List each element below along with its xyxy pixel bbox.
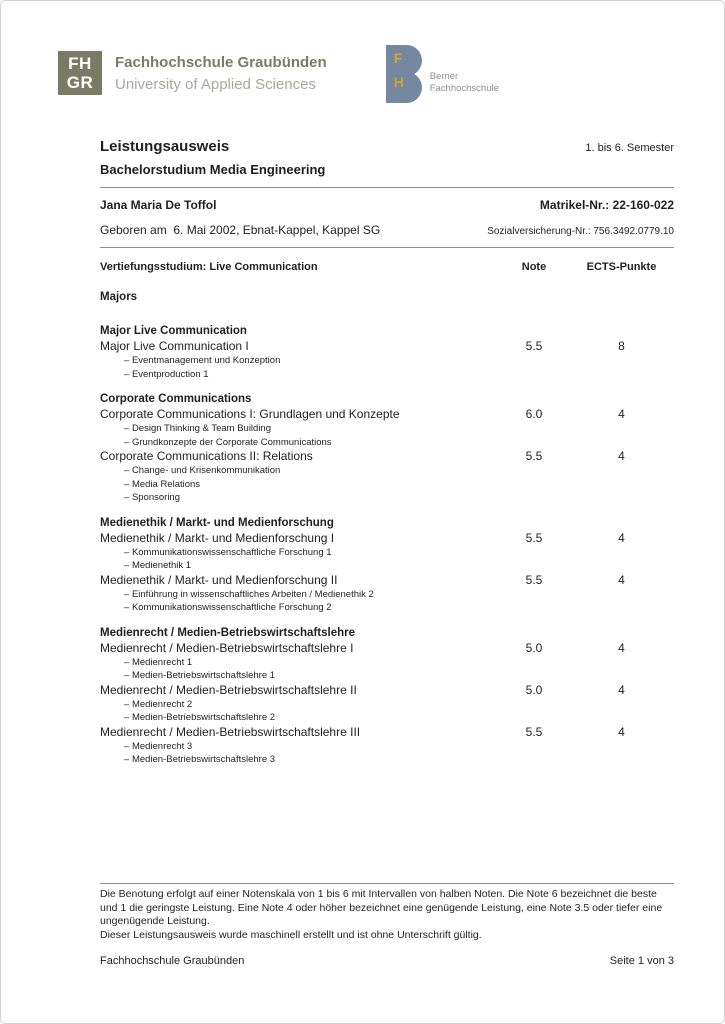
module-item: – Medienrecht 1 bbox=[100, 656, 674, 670]
module-list bbox=[100, 464, 674, 505]
course-grade: 5.5 bbox=[525, 449, 543, 463]
section-title-majors: Majors bbox=[100, 291, 138, 303]
divider bbox=[100, 247, 674, 248]
bfh-name-line2: Fachhochschule bbox=[429, 83, 499, 94]
module-list bbox=[100, 588, 674, 615]
module-item: – Medien-Betriebswirtschaftslehre 2 bbox=[100, 711, 674, 725]
bfh-logo bbox=[386, 45, 499, 103]
course-ects: 8 bbox=[618, 339, 625, 353]
student-row-2 bbox=[100, 219, 674, 237]
title-row bbox=[100, 138, 674, 155]
module-item: – Eventproduction 1 bbox=[100, 368, 674, 382]
module-list bbox=[100, 422, 674, 449]
course-grade: 5.0 bbox=[525, 640, 543, 655]
module-item: – Change- und Krisenkommunikation bbox=[100, 464, 674, 478]
column-header-study: Vertiefungsstudium: Live Communication bbox=[100, 261, 318, 273]
module-list bbox=[100, 698, 674, 725]
module-item: – Medien-Betriebswirtschaftslehre 3 bbox=[100, 753, 674, 767]
module-item: – Kommunikationswissenschaftliche Forschung 1 bbox=[100, 546, 674, 560]
course-ects: 4 bbox=[618, 407, 625, 421]
course-row bbox=[100, 725, 674, 740]
social-insurance-number: Sozialversicherung-Nr.: 756.3492.0779.10 bbox=[487, 226, 674, 237]
course-ects: 4 bbox=[618, 530, 625, 545]
column-header-note: Note bbox=[521, 261, 547, 273]
semester-range: 1. bis 6. Semester bbox=[585, 142, 674, 154]
course-ects: 4 bbox=[618, 572, 625, 587]
fhgr-logo-icon bbox=[58, 51, 102, 95]
course-name: Medienrecht / Medien-Betriebswirtschaftslehre II bbox=[100, 682, 357, 697]
module-item: – Medienrecht 2 bbox=[100, 698, 674, 712]
fhgr-name: Fachhochschule Graubünden bbox=[115, 54, 327, 71]
group-title: Medienethik / Markt- und Medienforschung bbox=[100, 516, 334, 529]
course-row bbox=[100, 573, 674, 588]
page-title: Leistungsausweis bbox=[100, 138, 230, 155]
module-item: – Einführung in wissenschaftliches Arbeiten / Medienethik 2 bbox=[100, 588, 674, 602]
course-grade: 5.5 bbox=[525, 724, 543, 739]
course-table bbox=[100, 323, 674, 767]
course-group bbox=[100, 625, 674, 767]
module-item: – Medien-Betriebswirtschaftslehre 1 bbox=[100, 669, 674, 683]
module-item: – Design Thinking & Team Building bbox=[100, 422, 674, 436]
module-list bbox=[100, 354, 674, 381]
course-row bbox=[100, 683, 674, 698]
footer-institution: Fachhochschule Graubünden bbox=[100, 955, 245, 967]
divider bbox=[100, 883, 674, 884]
module-item: – Medienethik 1 bbox=[100, 559, 674, 573]
bfh-name-line1: Berner bbox=[429, 71, 459, 82]
course-name: Medienethik / Markt- und Medienforschung II bbox=[100, 572, 338, 587]
validity-note: Dieser Leistungsausweis wurde maschinell erstellt und ist ohne Unterschrift gültig. bbox=[100, 928, 482, 941]
course-name: Medienrecht / Medien-Betriebswirtschaftslehre I bbox=[100, 640, 354, 655]
course-ects: 4 bbox=[618, 449, 625, 463]
course-name: Medienrecht / Medien-Betriebswirtschaftslehre III bbox=[100, 724, 361, 739]
logo-row bbox=[1, 1, 724, 103]
footer-row bbox=[100, 955, 674, 967]
course-ects: 4 bbox=[618, 724, 625, 739]
course-grade: 5.0 bbox=[525, 682, 543, 697]
program-title: Bachelorstudium Media Engineering bbox=[100, 162, 326, 177]
bfh-letter-h: H bbox=[393, 74, 404, 90]
bfh-logo-icon bbox=[386, 45, 422, 103]
course-row bbox=[100, 641, 674, 656]
module-item: – Media Relations bbox=[100, 478, 674, 492]
course-name: Corporate Communications I: Grundlagen und Konzepte bbox=[100, 407, 400, 421]
module-item: – Medienrecht 3 bbox=[100, 740, 674, 754]
course-group bbox=[100, 323, 674, 381]
fhgr-logo-line1: FH bbox=[68, 54, 92, 73]
course-grade: 6.0 bbox=[525, 407, 543, 421]
module-list bbox=[100, 546, 674, 573]
module-item: – Grundkonzepte der Corporate Communications bbox=[100, 436, 674, 450]
module-item: – Eventmanagement und Konzeption bbox=[100, 354, 674, 368]
bfh-wordmark bbox=[430, 71, 499, 103]
course-ects: 4 bbox=[618, 640, 625, 655]
course-grade: 5.5 bbox=[525, 572, 543, 587]
column-header-ects: ECTS-Punkte bbox=[586, 261, 657, 273]
group-title: Major Live Communication bbox=[100, 325, 247, 337]
divider bbox=[100, 187, 674, 188]
fhgr-logo-line2: GR bbox=[66, 73, 94, 92]
course-name: Corporate Communications II: Relations bbox=[100, 449, 313, 463]
page-footer bbox=[1, 883, 724, 1023]
fhgr-subtitle: University of Applied Sciences bbox=[115, 76, 316, 93]
fhgr-logo bbox=[58, 51, 327, 95]
course-row bbox=[100, 339, 674, 354]
course-row bbox=[100, 531, 674, 546]
module-list bbox=[100, 656, 674, 683]
course-group bbox=[100, 515, 674, 615]
matrikel-number: Matrikel-Nr.: 22-160-022 bbox=[539, 198, 674, 212]
course-ects: 4 bbox=[618, 682, 625, 697]
course-group bbox=[100, 391, 674, 505]
module-list bbox=[100, 740, 674, 767]
page-number: Seite 1 von 3 bbox=[609, 955, 674, 967]
module-item: – Sponsoring bbox=[100, 491, 674, 505]
course-grade: 5.5 bbox=[525, 530, 543, 545]
course-row bbox=[100, 407, 674, 422]
course-name: Medienethik / Markt- und Medienforschung I bbox=[100, 530, 335, 545]
birth-info: Geboren am 6. Mai 2002, Ebnat-Kappel, Kappel SG bbox=[100, 223, 381, 237]
fhgr-wordmark bbox=[115, 51, 327, 95]
course-grade: 5.5 bbox=[525, 339, 543, 353]
student-row-1 bbox=[100, 198, 674, 212]
course-row bbox=[100, 449, 674, 464]
grading-note: Die Benotung erfolgt auf einer Notenskala von 1 bis 6 mit Intervallen von halben Noten. Die Note 6 bezeichnet die beste und 1 die geringste Leistung. Eine Note 4 oder höher bezeichnet eine genügende Leistung, eine Note 3.5 oder tiefer eine ungenügende Leistung. bbox=[100, 888, 663, 927]
group-title: Medienrecht / Medien-Betriebswirtschaftslehre bbox=[100, 626, 355, 639]
bfh-letter-f: F bbox=[393, 50, 403, 66]
course-name: Major Live Communication I bbox=[100, 339, 249, 353]
table-header bbox=[100, 261, 674, 273]
document-content bbox=[1, 103, 724, 777]
student-name: Jana Maria De Toffol bbox=[100, 198, 217, 212]
module-item: – Kommunikationswissenschaftliche Forschung 2 bbox=[100, 601, 674, 615]
group-title: Corporate Communications bbox=[100, 393, 252, 405]
